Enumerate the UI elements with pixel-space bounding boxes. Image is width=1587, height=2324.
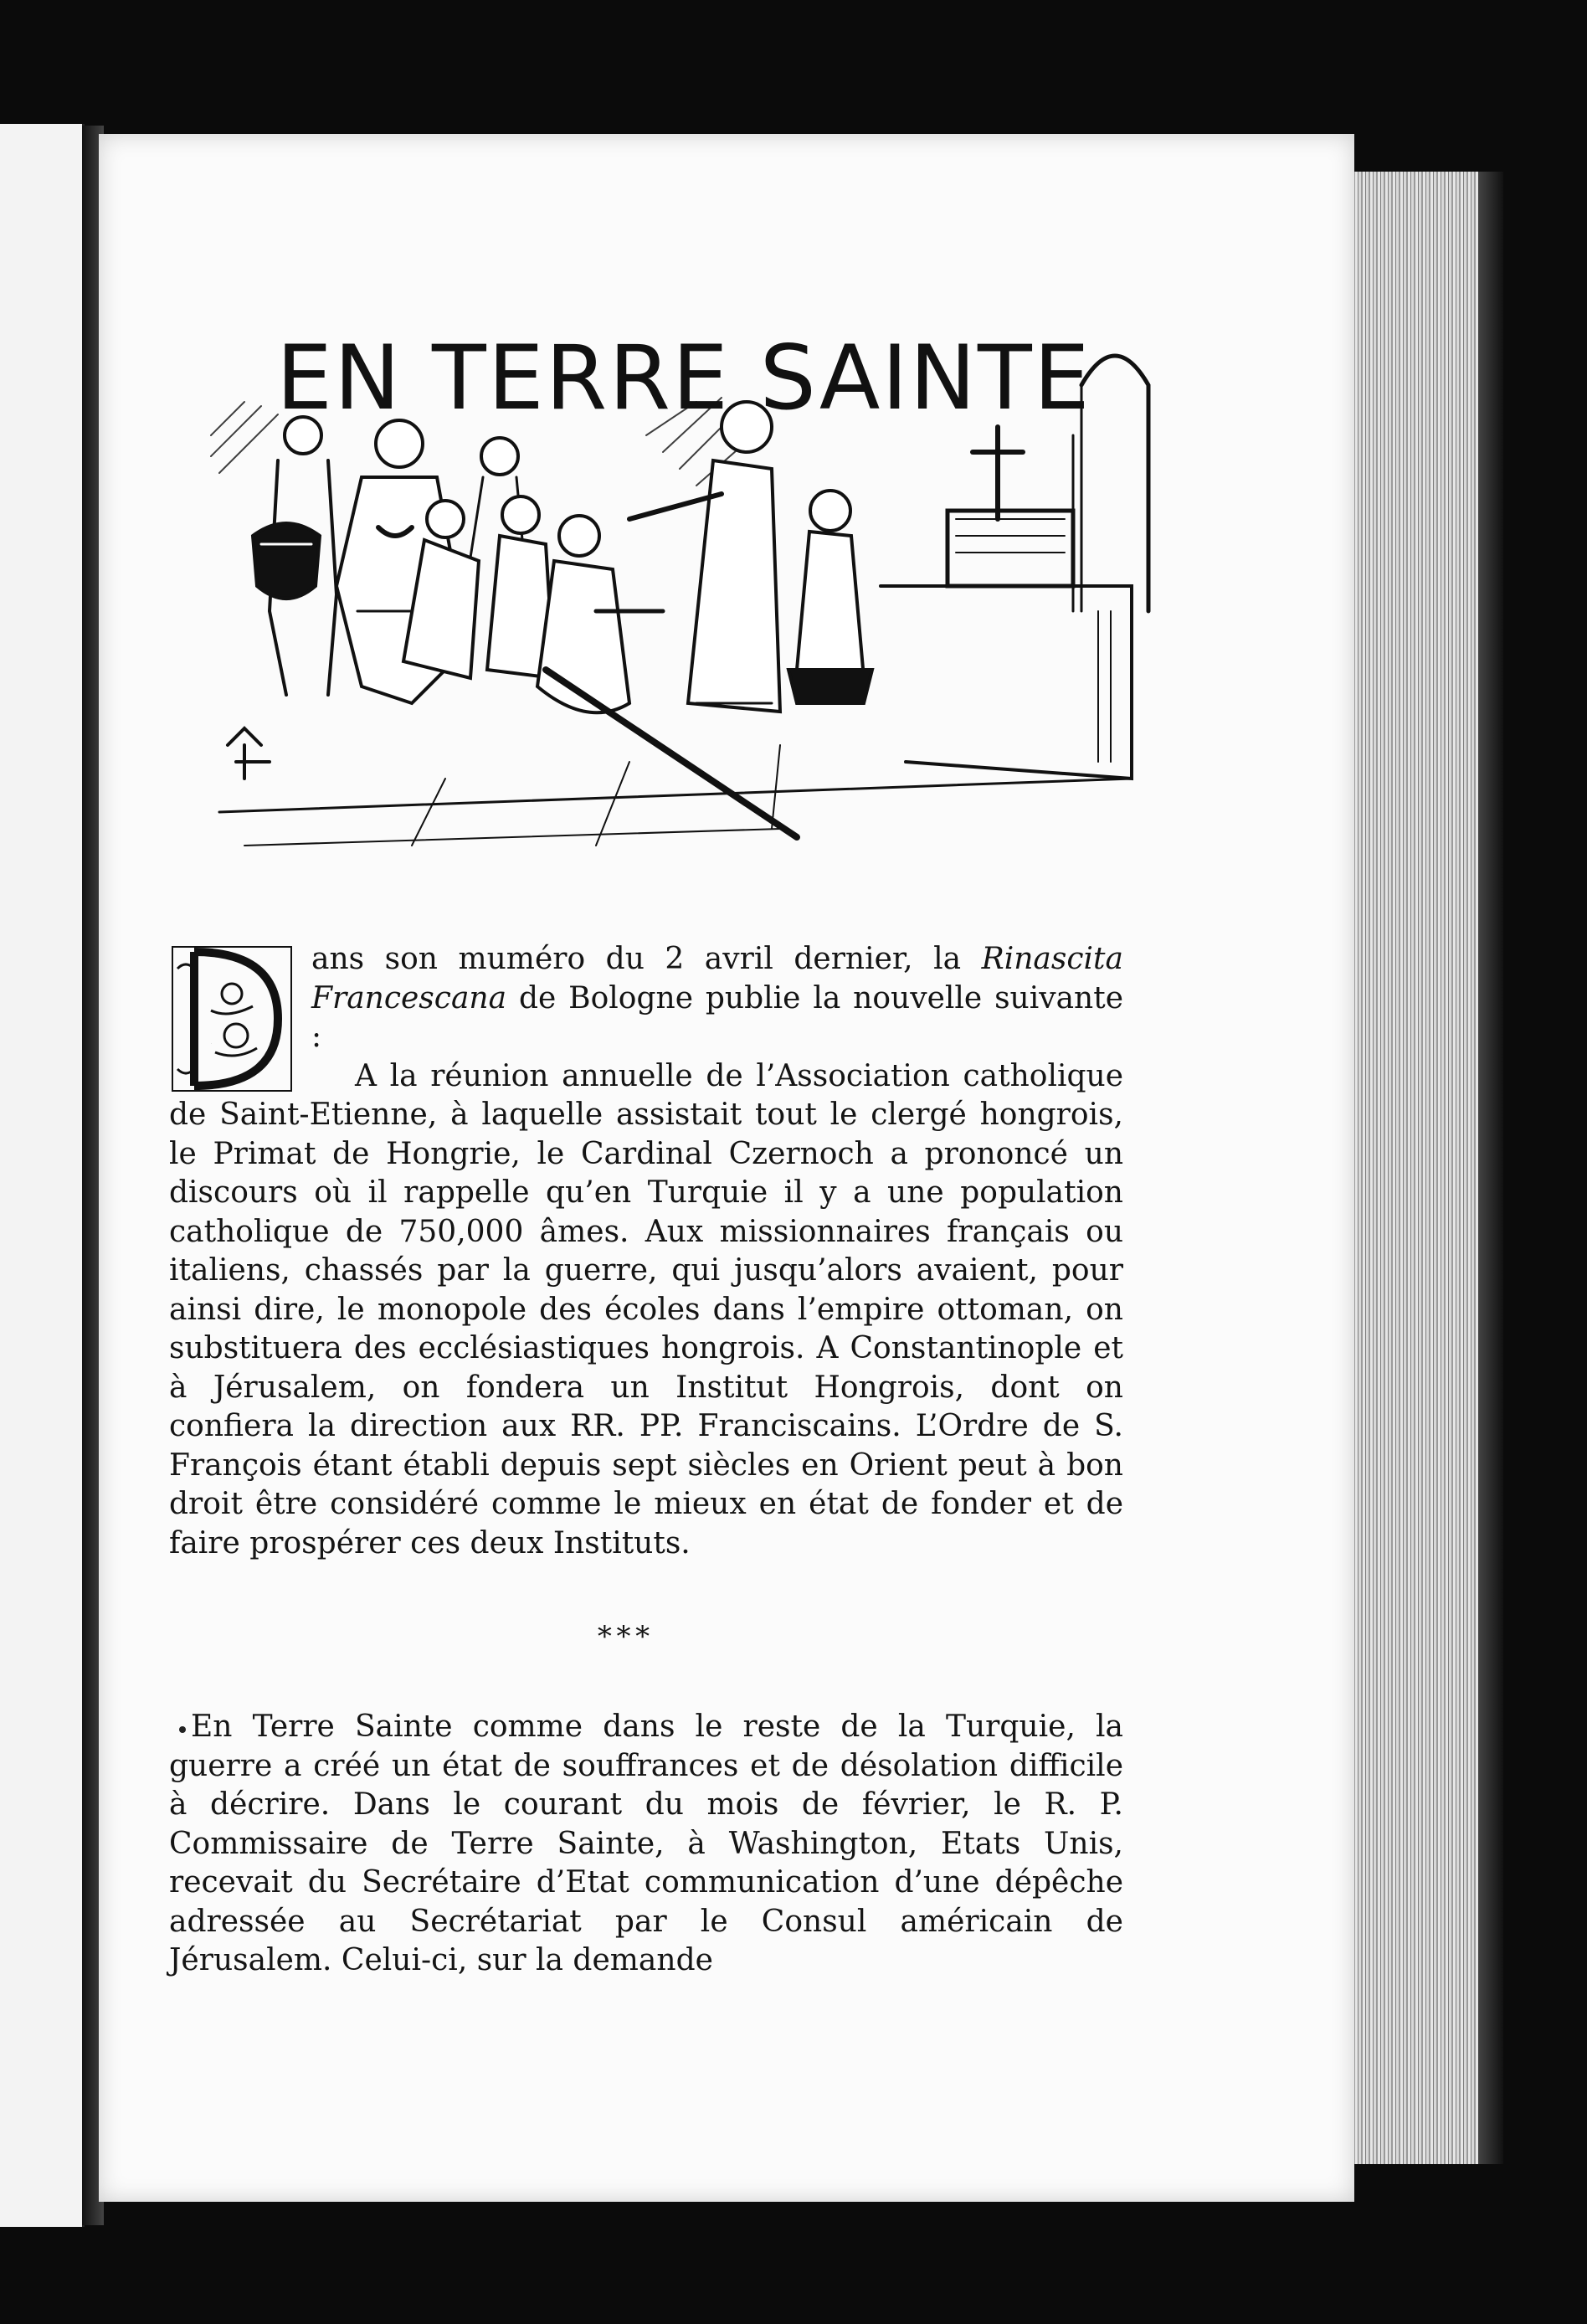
para1-lead: ans son muméro du 2 avril dernier, la [311, 942, 962, 976]
ornamental-dropcap [169, 943, 295, 1094]
ink-spot [179, 1726, 186, 1733]
book-cover-edge [1478, 172, 1503, 2164]
article-paragraph-1 [169, 940, 1123, 1563]
article-title: EN TERRE SAINTE [276, 326, 1091, 429]
article-paragraph-2: En Terre Sainte comme dans le reste de la Turquie, la guerre a créé un état de souffrances et de désolation difficile à décrire. Dans le courant du mois de février, le R. P. Commissaire de Terre Sainte, à Washington, Etats Unis, recevait du Secrétaire d’Etat communication d’une dépêche adressée au Secrétariat par le Consul américain de Jérusalem. Celui-ci, sur la demande [169, 1710, 1123, 1977]
section-separator: * * * [597, 1620, 650, 1653]
dropcap-ornament-icon [169, 943, 295, 1094]
para1-italic-title: Rinascita Francescana [311, 942, 1123, 1015]
para1-body: A la réunion annuelle de l’Association catholique de Saint-Etienne, à laquelle assistait tout le clergé hongrois, le Primat de Hongrie, le Cardinal Czernoch a prononcé un discours où il rappelle qu’en Turquie il y a une population catholique de 750,000 âmes. Aux missionnaires français ou italiens, chassés par la guerre, qui jusqu’alors avaient, pour ainsi dire, le monopole des écoles dans l’empire ottoman, on substituera des ecclésiastiques hongrois. A Constantinople et à Jérusalem, on fondera un Institut Hongrois, dont on confiera la direction aux RR. PP. Franciscains. L’Ordre de S. François étant établi depuis sept siècles en Orient peut à bon droit être considéré comme le mieux en état de fonder et de faire prospérer ces deux Instituts. [169, 1058, 1123, 1560]
left-facing-page [0, 124, 85, 2227]
dropcap-letter: D [211, 1044, 212, 1045]
para1-rest: de Bologne publie la nouvelle suivante : [311, 980, 1123, 1054]
